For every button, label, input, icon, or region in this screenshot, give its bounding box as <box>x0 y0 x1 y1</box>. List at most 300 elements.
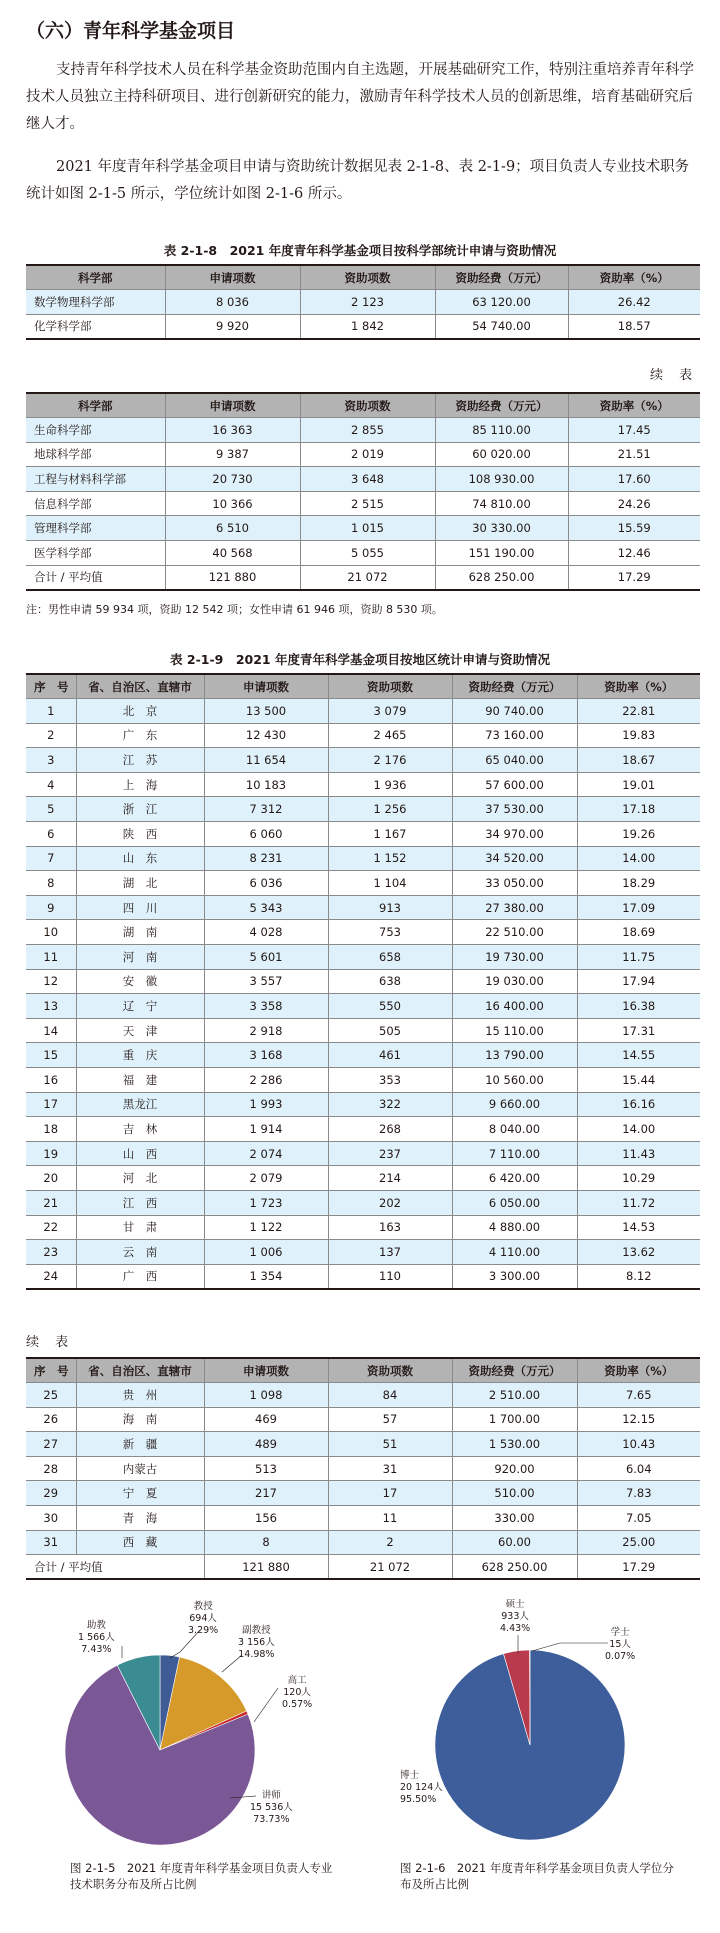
table-cell: 108 930.00 <box>435 467 568 492</box>
table-cell: 3 557 <box>204 969 328 994</box>
table-cell: 辽 宁 <box>76 994 204 1019</box>
table-cell: 22.81 <box>577 699 700 724</box>
table-cell: 15.44 <box>577 1068 700 1093</box>
table-cell: 3 358 <box>204 994 328 1019</box>
table-cell: 浙 江 <box>76 797 204 822</box>
table-cell: 18.67 <box>577 748 700 773</box>
table-cell: 陕 西 <box>76 822 204 847</box>
table-cell: 10 366 <box>165 491 300 516</box>
table-cell: 13 <box>26 994 76 1019</box>
table-row <box>26 1383 700 1408</box>
table-cell: 6 050.00 <box>452 1190 577 1215</box>
table-cell: 北 京 <box>76 699 204 724</box>
table-row <box>26 895 700 920</box>
table-cell: 1 914 <box>204 1117 328 1142</box>
table-cell: 化学科学部 <box>26 314 165 339</box>
table-cell: 9 920 <box>165 314 300 339</box>
table-cell: 51 <box>328 1432 452 1457</box>
table-cell: 73 160.00 <box>452 723 577 748</box>
table-cell: 5 <box>26 797 76 822</box>
table-cell: 10 560.00 <box>452 1068 577 1093</box>
table-cell: 20 730 <box>165 467 300 492</box>
table-cell: 12 <box>26 969 76 994</box>
table-row <box>26 290 700 315</box>
table-cell: 河 南 <box>76 945 204 970</box>
label-count: 3 156人 <box>238 1637 275 1648</box>
column-header: 资助项数 <box>328 1358 452 1383</box>
table-cell: 19 030.00 <box>452 969 577 994</box>
label-category: 讲师 <box>261 1790 281 1801</box>
table-row <box>26 871 700 896</box>
title-distribution-pie-chart <box>60 1600 320 1850</box>
table-cell: 638 <box>328 969 452 994</box>
degree-distribution-pie-chart <box>400 1595 670 1850</box>
table-row <box>26 541 700 566</box>
table-row <box>26 418 700 443</box>
table-cell: 11.72 <box>577 1190 700 1215</box>
table-cell: 湖 南 <box>76 920 204 945</box>
table-row <box>26 945 700 970</box>
table-row <box>26 1190 700 1215</box>
table-cell: 2 286 <box>204 1068 328 1093</box>
table-cell: 2 079 <box>204 1166 328 1191</box>
table-cell: 8 036 <box>165 290 300 315</box>
table-cell: 15 <box>26 1043 76 1068</box>
table-cell: 2 074 <box>204 1141 328 1166</box>
table-row <box>26 1018 700 1043</box>
table-cell: 江 苏 <box>76 748 204 773</box>
label-category: 副教授 <box>242 1625 271 1636</box>
table-cell: 1 104 <box>328 871 452 896</box>
table-cell: 57 <box>328 1407 452 1432</box>
table-header-row <box>26 674 700 699</box>
label-category: 高工 <box>287 1675 307 1686</box>
label-count: 933人 <box>501 1611 529 1622</box>
label-percent: 14.98% <box>238 1649 275 1660</box>
table-cell: 4 110.00 <box>452 1240 577 1265</box>
table-cell: 10 <box>26 920 76 945</box>
label-category: 博士 <box>400 1770 420 1781</box>
table-cell: 2 176 <box>328 748 452 773</box>
table-row <box>26 994 700 1019</box>
label-percent: 3.29% <box>188 1625 219 1636</box>
table-cell: 156 <box>204 1506 328 1531</box>
table-cell: 202 <box>328 1190 452 1215</box>
pie-label-phd <box>400 1770 443 1806</box>
table-cell: 26.42 <box>568 290 700 315</box>
table1-note: 注：男性申请 59 934 项，资助 12 542 项；女性申请 61 946 项，资助 8 530 项。 <box>26 603 443 616</box>
table-cell: 9 387 <box>165 442 300 467</box>
table-row <box>26 1166 700 1191</box>
label-percent: 73.73% <box>253 1814 290 1825</box>
table-cell: 658 <box>328 945 452 970</box>
pie-label-associate-professor <box>238 1625 275 1661</box>
table-cell: 1 256 <box>328 797 452 822</box>
table-cell: 2 <box>328 1530 452 1555</box>
table-cell: 6.04 <box>577 1456 700 1481</box>
pie-label-senior-engineer <box>282 1675 312 1711</box>
label-category: 教授 <box>193 1601 213 1612</box>
table-cell: 25.00 <box>577 1530 700 1555</box>
table-cell: 17.31 <box>577 1018 700 1043</box>
table2-caption: 表 2-1-9 2021 年度青年科学基金项目按地区统计申请与资助情况 <box>170 652 550 667</box>
figure-2-1-6-caption: 图 2-1-6 2021 年度青年科学基金项目负责人学位分布及所占比例 <box>400 1861 674 1891</box>
table-cell: 1 098 <box>204 1383 328 1408</box>
table-cell: 8 <box>204 1530 328 1555</box>
table-cell: 1 <box>26 699 76 724</box>
table-row <box>26 772 700 797</box>
table-cell: 福 建 <box>76 1068 204 1093</box>
table-cell: 24.26 <box>568 491 700 516</box>
table-cell: 237 <box>328 1141 452 1166</box>
label-percent: 0.57% <box>282 1699 313 1710</box>
table-cell: 1 015 <box>300 516 435 541</box>
table-cell: 7.83 <box>577 1481 700 1506</box>
table-cell: 江 西 <box>76 1190 204 1215</box>
table-cell: 3 <box>26 748 76 773</box>
table-cell: 17.45 <box>568 418 700 443</box>
table-cell: 四 川 <box>76 895 204 920</box>
table-cell: 27 <box>26 1432 76 1457</box>
table-cell: 7.65 <box>577 1383 700 1408</box>
table-cell: 西 藏 <box>76 1530 204 1555</box>
table2-region-continued <box>26 1357 700 1580</box>
table-cell: 1 354 <box>204 1264 328 1289</box>
table-cell: 1 842 <box>300 314 435 339</box>
table-cell: 上 海 <box>76 772 204 797</box>
table-row <box>26 565 700 590</box>
table-row <box>26 1117 700 1142</box>
table-cell: 6 420.00 <box>452 1166 577 1191</box>
table-cell: 地球科学部 <box>26 442 165 467</box>
table-cell: 151 190.00 <box>435 541 568 566</box>
column-header: 资助项数 <box>300 265 435 290</box>
table-cell: 6 060 <box>204 822 328 847</box>
table-cell: 工程与材料科学部 <box>26 467 165 492</box>
table-row <box>26 467 700 492</box>
table-cell: 2 123 <box>300 290 435 315</box>
table-cell: 19.26 <box>577 822 700 847</box>
label-percent: 95.50% <box>400 1794 437 1805</box>
table-cell: 21 <box>26 1190 76 1215</box>
table-cell: 17 <box>328 1481 452 1506</box>
table-cell: 121 880 <box>165 565 300 590</box>
table-cell: 5 343 <box>204 895 328 920</box>
table-cell: 9 660.00 <box>452 1092 577 1117</box>
table-cell: 生命科学部 <box>26 418 165 443</box>
table-cell: 11 <box>26 945 76 970</box>
table-cell: 17.60 <box>568 467 700 492</box>
column-header: 资助项数 <box>300 393 435 418</box>
table2-continued-label: 续 表 <box>26 1335 75 1350</box>
table-cell: 19.83 <box>577 723 700 748</box>
table-cell: 6 510 <box>165 516 300 541</box>
table-row <box>26 797 700 822</box>
table-cell: 14.53 <box>577 1215 700 1240</box>
column-header: 资助经费（万元） <box>452 674 577 699</box>
table1-caption: 表 2-1-8 2021 年度青年科学基金项目按科学部统计申请与资助情况 <box>163 243 557 258</box>
table-cell: 吉 林 <box>76 1117 204 1142</box>
table-cell: 57 600.00 <box>452 772 577 797</box>
table-cell: 安 徽 <box>76 969 204 994</box>
table-cell: 505 <box>328 1018 452 1043</box>
table-cell: 11 654 <box>204 748 328 773</box>
column-header: 申请项数 <box>204 1358 328 1383</box>
table-cell: 10 183 <box>204 772 328 797</box>
table-cell: 16.38 <box>577 994 700 1019</box>
table-cell: 3 168 <box>204 1043 328 1068</box>
column-header: 资助项数 <box>328 674 452 699</box>
table-cell: 11.75 <box>577 945 700 970</box>
table-cell: 26 <box>26 1407 76 1432</box>
column-header: 资助率（%） <box>568 393 700 418</box>
label-category: 助教 <box>86 1620 106 1631</box>
table-cell: 461 <box>328 1043 452 1068</box>
table-cell: 65 040.00 <box>452 748 577 773</box>
table-cell: 17.94 <box>577 969 700 994</box>
table-cell: 1 936 <box>328 772 452 797</box>
table-cell: 2 465 <box>328 723 452 748</box>
table-cell: 29 <box>26 1481 76 1506</box>
table-cell: 医学科学部 <box>26 541 165 566</box>
table-cell: 628 250.00 <box>435 565 568 590</box>
table-cell: 新 疆 <box>76 1432 204 1457</box>
table-cell: 21.51 <box>568 442 700 467</box>
table-header-row <box>26 1358 700 1383</box>
table-row <box>26 1407 700 1432</box>
table2-region <box>26 673 700 1290</box>
table-cell: 2 <box>26 723 76 748</box>
table-cell: 7.05 <box>577 1506 700 1531</box>
table-cell: 4 880.00 <box>452 1215 577 1240</box>
table-cell: 云 南 <box>76 1240 204 1265</box>
column-header: 资助率（%） <box>568 265 700 290</box>
table-cell: 20 <box>26 1166 76 1191</box>
table-cell: 19.01 <box>577 772 700 797</box>
table-cell: 15.59 <box>568 516 700 541</box>
table-cell: 广 东 <box>76 723 204 748</box>
table-cell: 330.00 <box>452 1506 577 1531</box>
table-cell: 19 730.00 <box>452 945 577 970</box>
table-cell: 13 790.00 <box>452 1043 577 1068</box>
label-count: 120人 <box>283 1687 311 1698</box>
table-cell: 14.00 <box>577 1117 700 1142</box>
column-header: 省、自治区、直辖市 <box>76 674 204 699</box>
table-cell: 13 500 <box>204 699 328 724</box>
label-count: 15人 <box>609 1639 631 1650</box>
table-cell: 913 <box>328 895 452 920</box>
table-cell: 数学物理科学部 <box>26 290 165 315</box>
table-cell: 7 <box>26 846 76 871</box>
table-cell: 9 <box>26 895 76 920</box>
column-header: 资助经费（万元） <box>435 393 568 418</box>
table-cell: 753 <box>328 920 452 945</box>
table-cell: 34 520.00 <box>452 846 577 871</box>
table-cell: 7 110.00 <box>452 1141 577 1166</box>
table-cell: 22 <box>26 1215 76 1240</box>
table-cell: 合计 / 平均值 <box>26 1555 204 1580</box>
table-cell: 510.00 <box>452 1481 577 1506</box>
table-cell: 1 122 <box>204 1215 328 1240</box>
label-category: 硕士 <box>505 1599 525 1610</box>
column-header: 科学部 <box>26 393 165 418</box>
table-cell: 6 <box>26 822 76 847</box>
table-cell: 4 028 <box>204 920 328 945</box>
table-row <box>26 723 700 748</box>
table-cell: 18.69 <box>577 920 700 945</box>
table-cell: 山 东 <box>76 846 204 871</box>
label-leader-line <box>254 1688 278 1722</box>
pie-label-bachelor <box>605 1627 635 1663</box>
table-cell: 内蒙古 <box>76 1456 204 1481</box>
table-cell: 6 036 <box>204 871 328 896</box>
table-cell: 353 <box>328 1068 452 1093</box>
table-cell: 18.57 <box>568 314 700 339</box>
table-cell: 2 515 <box>300 491 435 516</box>
table-row <box>26 920 700 945</box>
table-cell: 30 <box>26 1506 76 1531</box>
column-header: 省、自治区、直辖市 <box>76 1358 204 1383</box>
label-count: 15 536人 <box>250 1802 293 1813</box>
table-cell: 90 740.00 <box>452 699 577 724</box>
table-cell: 18.29 <box>577 871 700 896</box>
column-header: 资助率（%） <box>577 674 700 699</box>
table-cell: 16 <box>26 1068 76 1093</box>
table1-department-continued <box>26 392 700 591</box>
table-cell: 8 <box>26 871 76 896</box>
table-cell: 12.46 <box>568 541 700 566</box>
table-cell: 贵 州 <box>76 1383 204 1408</box>
table-cell: 10.43 <box>577 1432 700 1457</box>
table-row <box>26 1456 700 1481</box>
table-row <box>26 1043 700 1068</box>
table-cell: 60.00 <box>452 1530 577 1555</box>
table-cell: 管理科学部 <box>26 516 165 541</box>
table-cell: 5 055 <box>300 541 435 566</box>
table-cell: 34 970.00 <box>452 822 577 847</box>
intro-paragraph-2: 2021 年度青年科学基金项目申请与资助统计数据见表 2-1-8、表 2-1-9；项目负责人专业技术职务统计如图 2-1-5 所示，学位统计如图 2-1-6 所示。 <box>26 159 690 202</box>
table-cell: 1 152 <box>328 846 452 871</box>
table-cell: 广 西 <box>76 1264 204 1289</box>
table-cell: 4 <box>26 772 76 797</box>
table-row <box>26 314 700 339</box>
column-header: 序 号 <box>26 674 76 699</box>
table1-department <box>26 264 700 340</box>
column-header: 申请项数 <box>165 393 300 418</box>
table-cell: 33 050.00 <box>452 871 577 896</box>
figure-2-1-5-caption: 图 2-1-5 2021 年度青年科学基金项目负责人专业技术职务分布及所占比例 <box>70 1861 333 1891</box>
label-category: 学士 <box>610 1627 630 1638</box>
table-cell: 1 993 <box>204 1092 328 1117</box>
column-header: 申请项数 <box>204 674 328 699</box>
table-row <box>26 1555 700 1580</box>
table-cell: 60 020.00 <box>435 442 568 467</box>
table-cell: 27 380.00 <box>452 895 577 920</box>
table-cell: 920.00 <box>452 1456 577 1481</box>
table-cell: 37 530.00 <box>452 797 577 822</box>
column-header: 资助率（%） <box>577 1358 700 1383</box>
table-cell: 2 019 <box>300 442 435 467</box>
table-cell: 14.55 <box>577 1043 700 1068</box>
table-cell: 1 006 <box>204 1240 328 1265</box>
table-cell: 110 <box>328 1264 452 1289</box>
table-cell: 8 231 <box>204 846 328 871</box>
table-cell: 23 <box>26 1240 76 1265</box>
table-row <box>26 491 700 516</box>
table-row <box>26 1215 700 1240</box>
label-leader-line <box>532 1643 608 1651</box>
table-cell: 24 <box>26 1264 76 1289</box>
table-row <box>26 1141 700 1166</box>
column-header: 科学部 <box>26 265 165 290</box>
table-cell: 14 <box>26 1018 76 1043</box>
table-cell: 2 918 <box>204 1018 328 1043</box>
table-cell: 天 津 <box>76 1018 204 1043</box>
table1-continued-label: 续 表 <box>650 368 699 383</box>
table-cell: 40 568 <box>165 541 300 566</box>
table-cell: 宁 夏 <box>76 1481 204 1506</box>
column-header: 资助经费（万元） <box>435 265 568 290</box>
table-cell: 5 601 <box>204 945 328 970</box>
table-cell: 8.12 <box>577 1264 700 1289</box>
table-cell: 17.29 <box>577 1555 700 1580</box>
table-row <box>26 748 700 773</box>
pie-label-lecturer <box>250 1790 293 1826</box>
table-cell: 21 072 <box>328 1555 452 1580</box>
table-cell: 12 430 <box>204 723 328 748</box>
table-cell: 17 <box>26 1092 76 1117</box>
table-cell: 海 南 <box>76 1407 204 1432</box>
table-cell: 3 079 <box>328 699 452 724</box>
table-cell: 16 400.00 <box>452 994 577 1019</box>
label-percent: 7.43% <box>81 1644 112 1655</box>
table-cell: 322 <box>328 1092 452 1117</box>
table-row <box>26 442 700 467</box>
section-title: （六）青年科学基金项目 <box>26 20 236 42</box>
table-cell: 17.29 <box>568 565 700 590</box>
table-cell: 18 <box>26 1117 76 1142</box>
table-cell: 628 250.00 <box>452 1555 577 1580</box>
pie-label-master <box>500 1599 530 1635</box>
table-row <box>26 969 700 994</box>
column-header: 申请项数 <box>165 265 300 290</box>
table-cell: 合计 / 平均值 <box>26 565 165 590</box>
table-cell: 268 <box>328 1117 452 1142</box>
table-row <box>26 1506 700 1531</box>
table-cell: 469 <box>204 1407 328 1432</box>
table-cell: 2 510.00 <box>452 1383 577 1408</box>
table-cell: 84 <box>328 1383 452 1408</box>
table-row <box>26 516 700 541</box>
table-cell: 3 300.00 <box>452 1264 577 1289</box>
table-cell: 19 <box>26 1141 76 1166</box>
table-cell: 12.15 <box>577 1407 700 1432</box>
column-header: 资助经费（万元） <box>452 1358 577 1383</box>
table-cell: 22 510.00 <box>452 920 577 945</box>
table-cell: 湖 北 <box>76 871 204 896</box>
table-cell: 信息科学部 <box>26 491 165 516</box>
table-cell: 山 西 <box>76 1141 204 1166</box>
table-cell: 青 海 <box>76 1506 204 1531</box>
table-cell: 54 740.00 <box>435 314 568 339</box>
table-cell: 30 330.00 <box>435 516 568 541</box>
pie-label-professor <box>188 1601 218 1637</box>
table-row <box>26 1432 700 1457</box>
table-row <box>26 1264 700 1289</box>
column-header: 序 号 <box>26 1358 76 1383</box>
table-cell: 31 <box>328 1456 452 1481</box>
label-percent: 0.07% <box>605 1651 636 1662</box>
